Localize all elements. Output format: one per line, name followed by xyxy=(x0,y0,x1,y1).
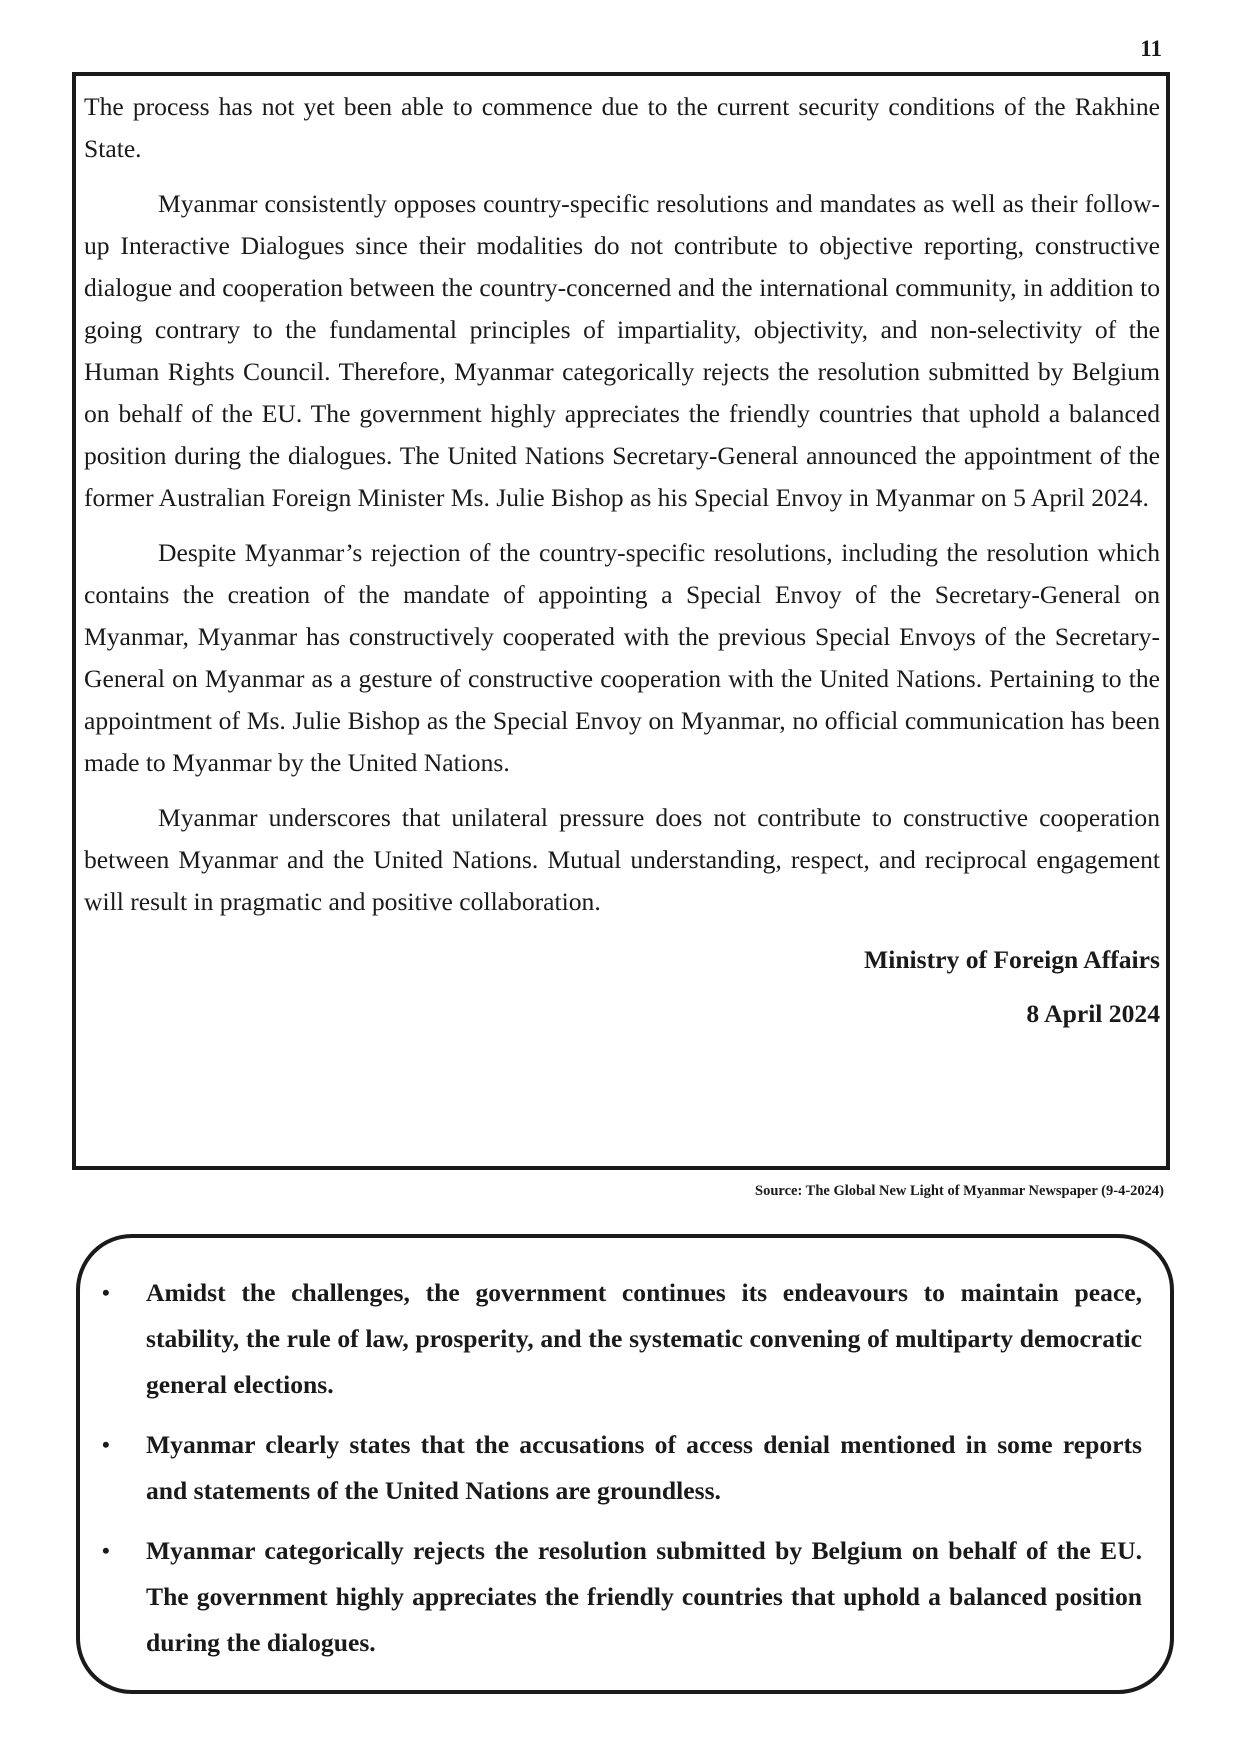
source-citation: Source: The Global New Light of Myanmar Newspaper (9-4-2024) xyxy=(755,1183,1164,1199)
statement-paragraph: Despite Myanmar’s rejection of the country-specific resolutions, including the resolution which contains the creation of the mandate of appointing a Special Envoy of the Secretary-General on Myanmar, Myanmar has constructively cooperated with the previous Special Envoys of the Secretary-General on Myanmar as a gesture of constructive cooperation with the United Nations. Pertaining to the appointment of Ms. Julie Bishop as the Special Envoy on Myanmar, no official communication has been made to Myanmar by the United Nations. xyxy=(84,538,1160,777)
statement-box xyxy=(72,72,1170,1170)
summary-point-text: Amidst the challenges, the government continues its endeavours to maintain peace, stability, the rule of law, prosperity, and the systematic convening of multiparty democratic general elections. xyxy=(146,1278,1142,1399)
statement-paragraph: Myanmar underscores that unilateral pressure does not contribute to constructive cooperation between Myanmar and the United Nations. Mutual understanding, respect, and reciprocal engagement will result in pragmatic and positive collaboration. xyxy=(84,803,1160,916)
summary-point xyxy=(98,1528,1142,1666)
summary-point-text: Myanmar clearly states that the accusations of access denial mentioned in some reports and statements of the United Nations are groundless. xyxy=(146,1430,1142,1505)
summary-point xyxy=(98,1270,1142,1408)
summary-point xyxy=(98,1422,1142,1514)
bullet-icon: • xyxy=(102,1432,110,1457)
summary-box xyxy=(76,1234,1174,1694)
page-number: 11 xyxy=(1140,36,1162,61)
summary-point-text: Myanmar categorically rejects the resolution submitted by Belgium on behalf of the EU. The government highly appreciates the friendly countries that uphold a balanced position during the dialogues. xyxy=(146,1536,1142,1657)
statement-paragraph: Myanmar consistently opposes country-specific resolutions and mandates as well as their follow-up Interactive Dialogues since their modalities do not contribute to objective reporting, constructive dialogue and cooperation between the country-concerned and the international community, in addition to going contrary to the fundamental principles of impartiality, objectivity, and non-selectivity of the Human Rights Council. Therefore, Myanmar categorically rejects the resolution submitted by Belgium on behalf of the EU. The government highly appreciates the friendly countries that uphold a balanced position during the dialogues. The United Nations Secretary-General announced the appointment of the former Australian Foreign Minister Ms. Julie Bishop as his Special Envoy in Myanmar on 5 April 2024. xyxy=(84,189,1160,512)
summary-list xyxy=(98,1270,1142,1666)
bullet-icon: • xyxy=(102,1280,110,1305)
statement-paragraph: The process has not yet been able to commence due to the current security conditions of the Rakhine State. xyxy=(84,92,1160,163)
signature-organization: Ministry of Foreign Affairs xyxy=(864,945,1160,974)
signature-date: 8 April 2024 xyxy=(1026,999,1160,1028)
bullet-icon: • xyxy=(102,1538,110,1563)
